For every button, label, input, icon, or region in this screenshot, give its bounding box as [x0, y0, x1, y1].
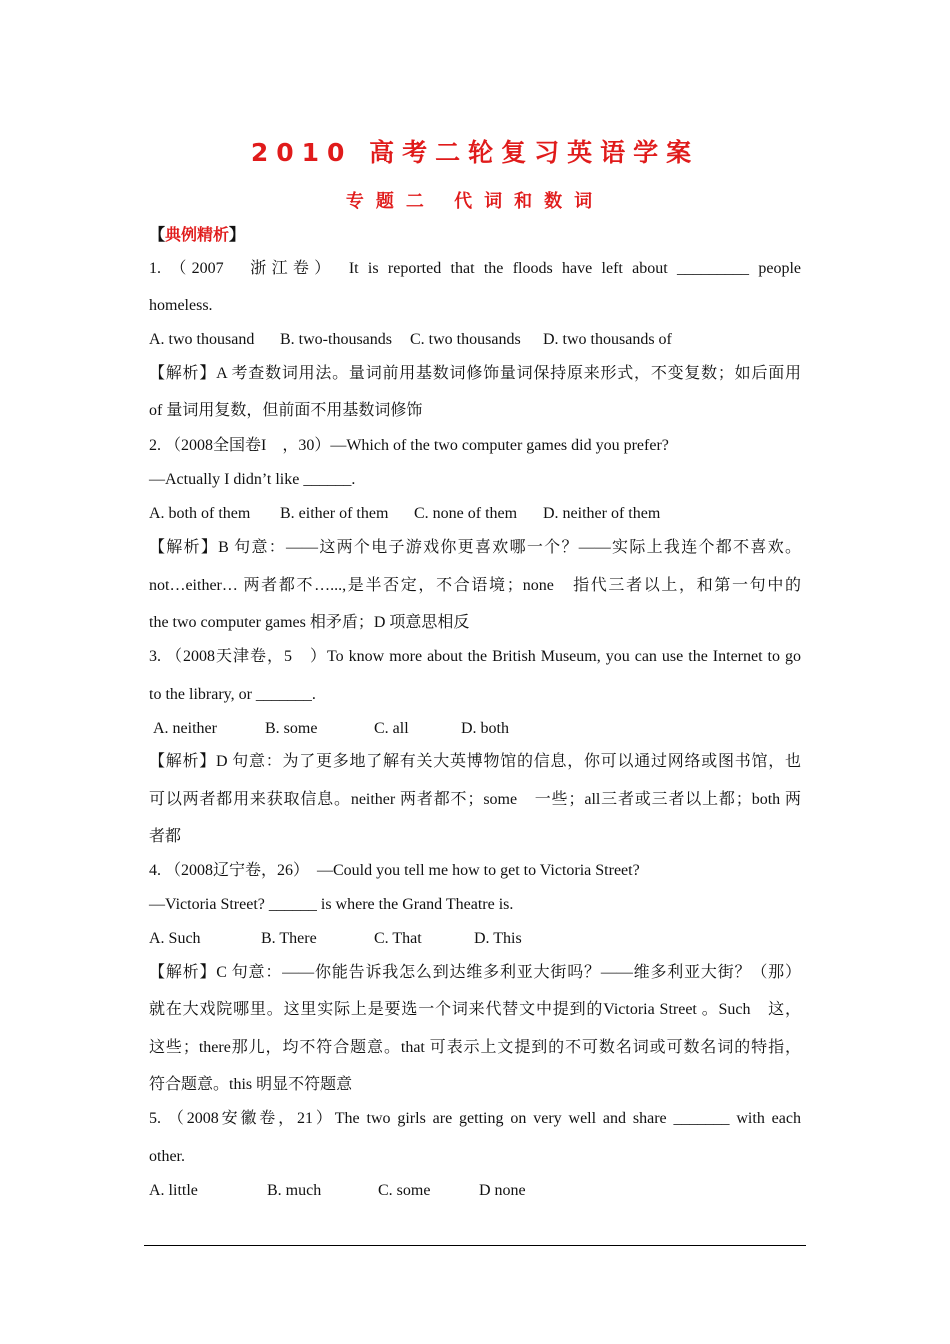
q1-stem-line-1: 1. （2007 浙江卷） It is reported that the floods have left about _________ people: [149, 260, 801, 277]
q3-stem-line-2: to the library, or _______.: [149, 686, 316, 703]
q1-stem-line-2: homeless.: [149, 297, 213, 314]
section-heading: [149, 225, 245, 245]
q3-stem-line-1: 3. （2008天津卷，5 ）To know more about the British Museum, you can use the Internet to go: [149, 648, 801, 665]
q3-analysis-line-2: 可以两者都用来获取信息。neither 两者都不；some 一些；all三者或三者以上都；both 两: [149, 791, 801, 808]
q5-option-a: A. little: [149, 1182, 198, 1199]
q5-stem-line-2: other.: [149, 1148, 185, 1165]
q3-options: [153, 719, 509, 739]
q3-option-a: A. neither: [153, 720, 217, 737]
q3-analysis-line-3: 者都: [149, 828, 182, 845]
q5-option-d: D none: [479, 1182, 526, 1199]
q2-analysis-line-3: the two computer games 相矛盾；D 项意思相反: [149, 614, 470, 631]
page-title: 2010 高考二轮复习英语学案: [250, 138, 700, 167]
q1-options: [149, 330, 672, 350]
q5-option-b: B. much: [267, 1182, 322, 1199]
q4-stem-line-2: —Victoria Street? ______ is where the Grand Theatre is.: [149, 896, 514, 913]
q2-stem-line-2: —Actually I didn’t like ______.: [149, 471, 356, 488]
footer-divider: [144, 1245, 806, 1246]
q4-stem-line-1: 4. （2008辽宁卷，26） —Could you tell me how to get to Victoria Street?: [149, 862, 640, 879]
q3-option-c: C. all: [374, 720, 409, 737]
q1-analysis-line-1: 【解析】A 考查数词用法。量词前用基数词修饰量词保持原来形式，不变复数；如后面用: [149, 365, 801, 382]
q4-analysis-line-3: 这些；there那儿，均不符合题意。that 可表示上文提到的不可数名词或可数名词的特指，: [149, 1039, 801, 1056]
q3-analysis-line-1: 【解析】D 句意：为了更多地了解有关大英博物馆的信息，你可以通过网络或图书馆，也: [149, 753, 801, 770]
q3-option-d: D. both: [461, 720, 509, 737]
q4-option-c: C. That: [374, 930, 422, 947]
section-bracket-close: 】: [229, 225, 246, 244]
q4-option-d: D. This: [474, 930, 522, 947]
q2-option-c: C. none of them: [414, 505, 518, 522]
q1-option-d: D. two thousands of: [543, 331, 672, 348]
q2-stem-line-1: 2. （2008全国卷I ，30）—Which of the two computer games did you prefer?: [149, 437, 669, 454]
q4-option-a: A. Such: [149, 930, 201, 947]
section-bracket-open: 【: [149, 225, 166, 244]
q2-analysis-line-2: not…either… 两者都不…...,是半否定，不合语境；none 指代三者以上，和第一句中的: [149, 577, 801, 594]
q4-analysis-line-1: 【解析】C 句意：——你能告诉我怎么到达维多利亚大街吗？——维多利亚大街？（那）: [149, 964, 801, 981]
section-label: 典例精析: [165, 225, 230, 244]
q2-option-d: D. neither of them: [543, 505, 661, 522]
q4-analysis-line-4: 符合题意。this 明显不符题意: [149, 1076, 353, 1093]
q5-stem-line-1: 5. （2008安徽卷，21）The two girls are getting on very well and share _______ with each: [149, 1110, 801, 1127]
q1-analysis-line-2: of 量词用复数，但前面不用基数词修饰: [149, 402, 423, 419]
q5-option-c: C. some: [378, 1182, 431, 1199]
q2-option-b: B. either of them: [280, 505, 389, 522]
q2-options: [149, 504, 660, 524]
q1-option-b: B. two-thousands: [280, 331, 392, 348]
q5-options: [149, 1181, 526, 1201]
q2-analysis-line-1: 【解析】B 句意：——这两个电子游戏你更喜欢哪一个？——实际上我连个都不喜欢。: [149, 539, 801, 556]
q3-option-b: B. some: [265, 720, 318, 737]
q4-option-b: B. There: [261, 930, 317, 947]
q2-option-a: A. both of them: [149, 505, 251, 522]
q4-analysis-line-2: 就在大戏院哪里。这里实际上是要选一个词来代替文中提到的Victoria Street 。Such 这，: [149, 1001, 801, 1018]
page-subtitle: 专题二 代词和数词: [345, 191, 605, 212]
q1-option-a: A. two thousand: [149, 331, 255, 348]
q4-options: [149, 929, 522, 949]
q1-option-c: C. two thousands: [410, 331, 521, 348]
